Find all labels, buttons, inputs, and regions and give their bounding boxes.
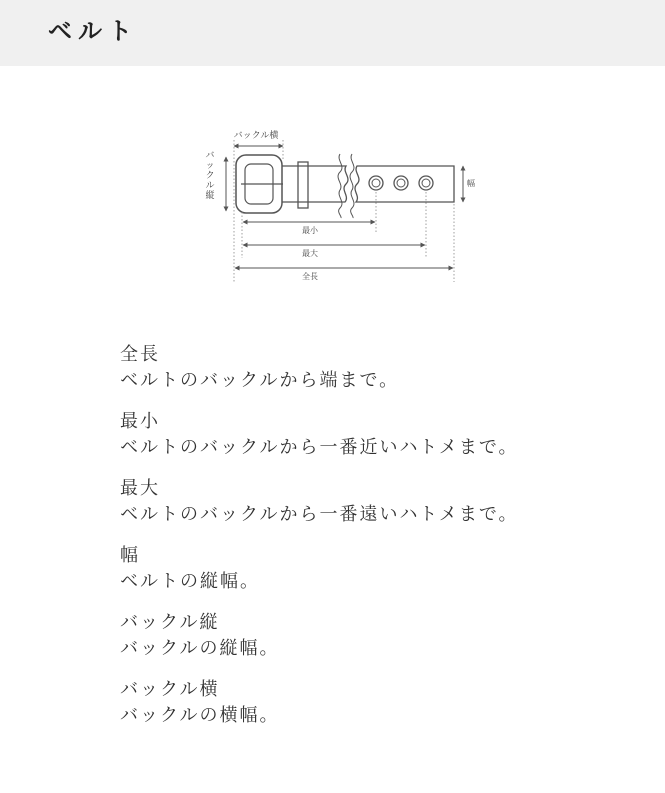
definition-list (120, 342, 640, 744)
buckle-height-label: バックル縦 (205, 151, 215, 201)
definition-item (120, 476, 640, 528)
max-label: 最大 (302, 249, 318, 258)
definition-desc: ベルトのバックルから端まで。 (120, 370, 400, 391)
definition-item (120, 342, 640, 394)
belt-keeper (298, 162, 308, 208)
eyelet-icon (394, 176, 408, 190)
eyelet-icon (369, 176, 383, 190)
definition-item (120, 409, 640, 461)
definition-item (120, 610, 640, 662)
definition-desc: ベルトの縦幅。 (120, 571, 260, 592)
eyelet-icon (419, 176, 433, 190)
definition-term: 幅 (120, 545, 140, 566)
definition-term: 最大 (120, 478, 160, 499)
belt-strap-left (282, 166, 348, 202)
definition-term: 全長 (120, 344, 160, 365)
definition-term: バックル縦 (120, 612, 220, 633)
total-label: 全長 (302, 272, 318, 281)
min-label: 最小 (302, 226, 318, 235)
break-line (350, 154, 354, 218)
break-line (338, 154, 342, 218)
belt-diagram (0, 0, 665, 300)
buckle-width-label: バックル横 (233, 131, 279, 141)
definition-term: 最小 (120, 411, 160, 432)
guide-lines (234, 140, 454, 282)
definition-term: バックル横 (120, 679, 220, 700)
definition-desc: バックルの縦幅。 (120, 638, 280, 659)
definition-item (120, 677, 640, 729)
definition-desc: ベルトのバックルから一番遠いハトメまで。 (120, 504, 519, 525)
width-label: 幅 (467, 179, 475, 188)
definition-desc: バックルの横幅。 (120, 705, 280, 726)
definition-item (120, 543, 640, 595)
page-title: ベルト (48, 17, 138, 45)
buckle-icon (236, 155, 283, 213)
definition-desc: ベルトのバックルから一番近いハトメまで。 (120, 437, 519, 458)
